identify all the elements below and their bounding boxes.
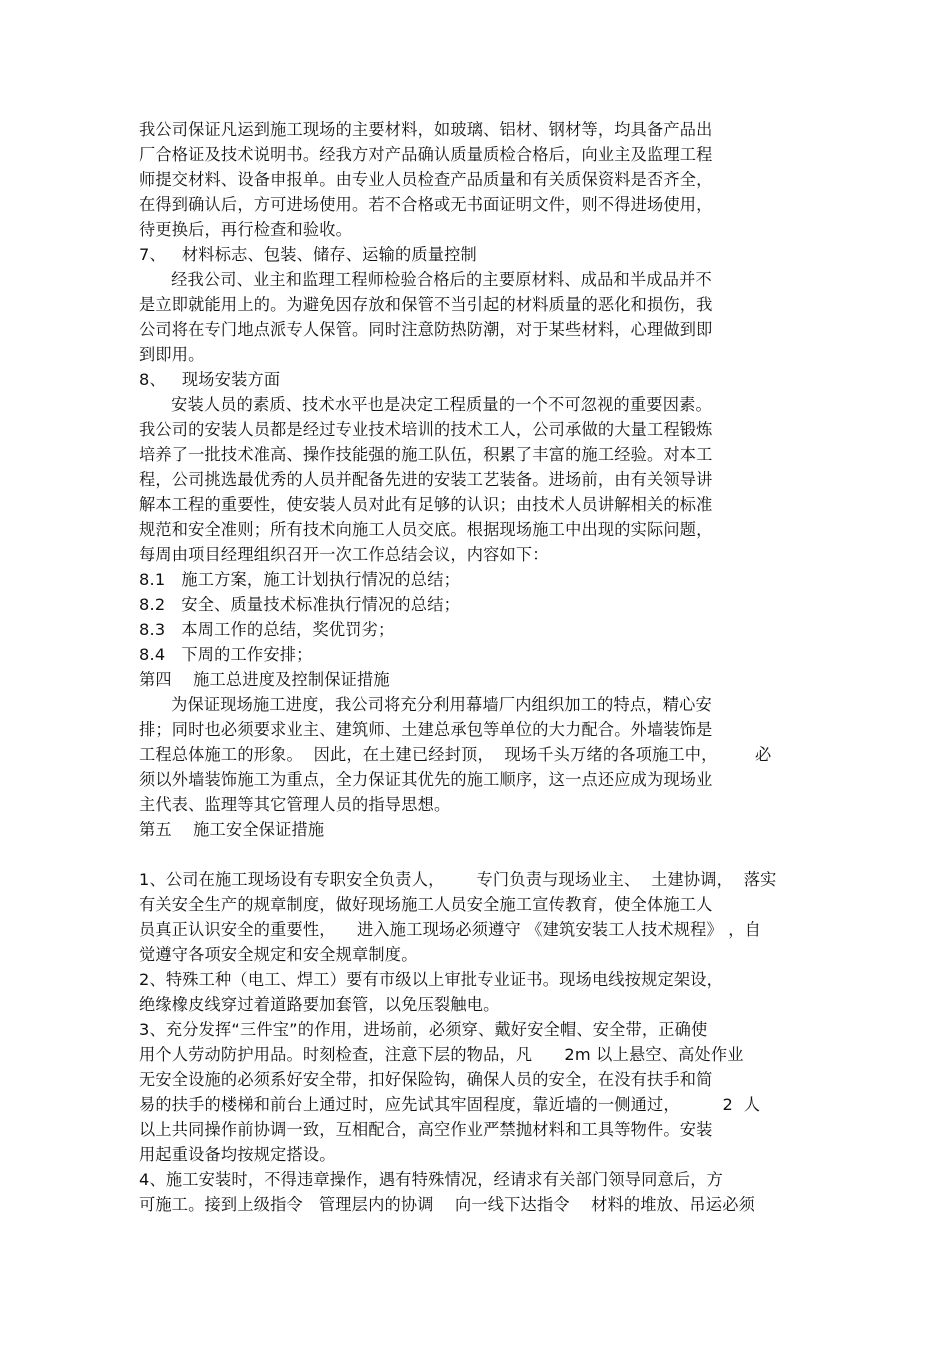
text-line: 每周由项目经理组织召开一次工作总结会议，内容如下：: [139, 545, 549, 564]
text-line: 绝缘橡皮线穿过着道路要加套管，以免压裂触电。: [139, 995, 500, 1014]
section-heading: 第五 施工安全保证措施: [139, 820, 325, 839]
text-line: 在得到确认后，方可进场使用。若不合格或无书面证明文件，则不得进场使用，: [139, 195, 713, 214]
list-item: 8.4 下周的工作安排；: [139, 645, 313, 664]
text-line: 为保证现场施工进度，我公司将充分利用幕墙厂内组织加工的特点，精心安: [139, 695, 712, 714]
text-line: 安装人员的素质、技术水平也是决定工程质量的一个不可忽视的重要因素。: [139, 395, 712, 414]
text-line: 培养了一批技术准高、操作技能强的施工队伍，积累了丰富的施工经验。对本工: [139, 445, 713, 464]
section-heading: 第四 施工总进度及控制保证措施: [139, 670, 390, 689]
text-line: 4、施工安装时，不得违章操作，遇有特殊情况，经请求有关部门领导同意后，方: [139, 1170, 724, 1189]
section-heading: 8、 现场安装方面: [139, 370, 281, 389]
text-line: 2、特殊工种（电工、焊工）要有市级以上审批专业证书。现场电线按规定架设，: [139, 970, 724, 989]
list-item: 8.3 本周工作的总结，奖优罚劣；: [139, 620, 395, 639]
text-line: 易的扶手的楼梯和前台上通过时，应先试其牢固程度，靠近墙的一侧通过， 2 人: [139, 1095, 761, 1114]
text-line: 主代表、监理等其它管理人员的指导思想。: [139, 795, 451, 814]
text-line: 用个人劳动防护用品。时刻检查，注意下层的物品，凡 2m 以上悬空、高处作业: [139, 1045, 744, 1064]
text-line: 3、充分发挥“三件宝”的作用，进场前，必须穿、戴好安全帽、安全带，正确使: [139, 1020, 708, 1039]
text-line: 可施工。接到上级指令 管理层内的协调 向一线下达指令 材料的堆放、吊运必须: [139, 1195, 755, 1214]
text-line: 用起重设备均按规定搭设。: [139, 1145, 336, 1164]
text-line: 1、公司在施工现场设有专职安全负责人， 专门负责与现场业主、 土建协调， 落实: [139, 870, 777, 889]
text-line: 公司将在专门地点派专人保管。同时注意防热防潮，对于某些材料，心理做到即: [139, 320, 713, 339]
text-line: 须以外墙装饰施工为重点，全力保证其优先的施工顺序，这一点还应成为现场业: [139, 770, 713, 789]
text-line: 我公司保证凡运到施工现场的主要材料，如玻璃、铝材、钢材等，均具备产品出: [139, 120, 713, 139]
text-line: 规范和安全准则；所有技术向施工人员交底。根据现场施工中出现的实际问题，: [139, 520, 713, 539]
text-line: 员真正认识安全的重要性， 进入施工现场必须遵守 《建筑安装工人技术规程》 ，自: [139, 920, 762, 939]
text-line: 排；同时也必须要求业主、建筑师、土建总承包等单位的大力配合。外墙装饰是: [139, 720, 713, 739]
text-line: 是立即就能用上的。为避免因存放和保管不当引起的材料质量的恶化和损伤，我: [139, 295, 713, 314]
text-line: 待更换后，再行检查和验收。: [139, 220, 353, 239]
text-line: 程，公司挑选最优秀的人员并配备先进的安装工艺装备。进场前，由有关领导讲: [139, 470, 713, 489]
list-item: 8.1 施工方案，施工计划执行情况的总结；: [139, 570, 460, 589]
text-line: 到即用。: [139, 345, 205, 364]
text-line: 解本工程的重要性，使安装人员对此有足够的认识；由技术人员讲解相关的标准: [139, 495, 713, 514]
list-item: 8.2 安全、质量技术标准执行情况的总结；: [139, 595, 460, 614]
text-line: 以上共同操作前协调一致，互相配合，高空作业严禁抛材料和工具等物件。安装: [139, 1120, 713, 1139]
text-line: 师提交材料、设备申报单。由专业人员检查产品质量和有关质保资料是否齐全，: [139, 170, 713, 189]
text-line: 厂合格证及技术说明书。经我方对产品确认质量质检合格后，向业主及监理工程: [139, 145, 713, 164]
text-line: 经我公司、业主和监理工程师检验合格后的主要原材料、成品和半成品并不: [139, 270, 712, 289]
text-line: 觉遵守各项安全规定和安全规章制度。: [139, 945, 418, 964]
text-line: 无安全设施的必须系好安全带，扣好保险钩，确保人员的安全，在没有扶手和简: [139, 1070, 713, 1089]
text-line: 有关安全生产的规章制度，做好现场施工人员安全施工宣传教育，使全体施工人: [139, 895, 713, 914]
section-heading: 7、 材料标志、包装、储存、运输的质量控制: [139, 245, 477, 264]
text-line: 我公司的安装人员都是经过专业技术培训的技术工人，公司承做的大量工程锻炼: [139, 420, 713, 439]
text-line: 工程总体施工的形象。 因此，在土建已经封顶， 现场千头万绪的各项施工中， 必: [139, 745, 772, 764]
